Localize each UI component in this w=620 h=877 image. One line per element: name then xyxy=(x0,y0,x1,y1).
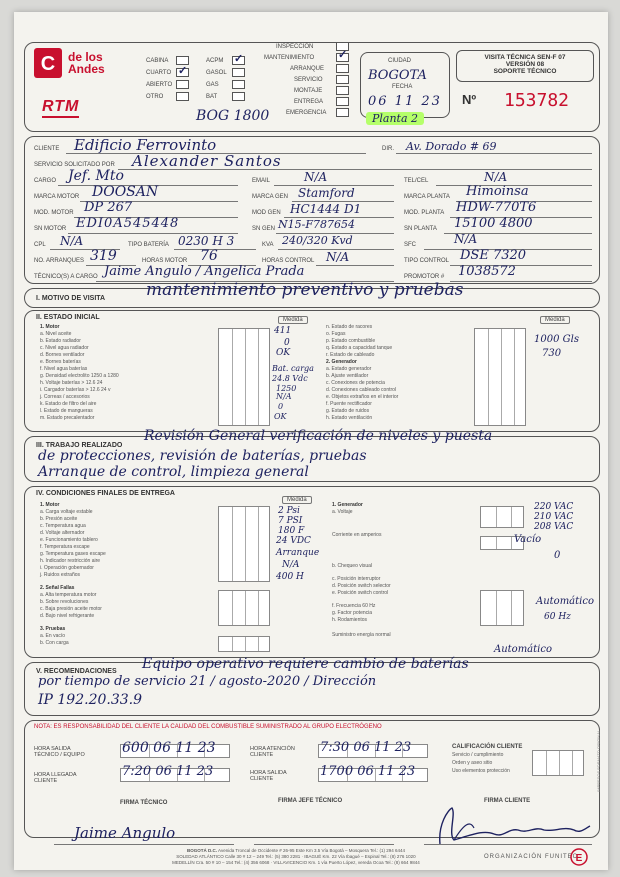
checkbox-label-arranque: ARRANQUE xyxy=(290,66,325,72)
calificacion-item: Orden y aseo sitio xyxy=(452,760,493,766)
reading-value: 400 H xyxy=(276,572,304,582)
checkbox-servicio[interactable] xyxy=(336,75,349,84)
recomendaciones-label: V. RECOMENDACIONES xyxy=(36,668,117,675)
kva-label: KVA xyxy=(262,242,274,248)
solicitado-value[interactable]: Alexander Santos xyxy=(132,152,282,170)
list-item: b. Ajuste ventilador xyxy=(326,373,369,379)
list-item: o. Fugas xyxy=(326,331,346,337)
list-item: b. Presión aceite xyxy=(40,516,78,522)
rtm-logo: RTM xyxy=(42,98,79,118)
list-item: f. Temperatura escape xyxy=(40,544,90,550)
company-logo xyxy=(34,48,124,78)
list-item: f. Puente rectificador xyxy=(326,401,372,407)
reading-value: 0 xyxy=(554,550,561,561)
checkbox-abierto[interactable] xyxy=(176,80,189,89)
form-title-line1: VISITA TÉCNICA SEN-F 07 xyxy=(484,54,566,61)
fecha-value: 06 11 23 xyxy=(368,94,442,109)
side-print-text: IMPRESOS FORMATO ORIGINAL xyxy=(596,729,601,792)
dir-line xyxy=(396,153,592,154)
condiciones-items-right xyxy=(332,502,391,639)
tecnico-label: TÉCNICO(S) A CARGO xyxy=(34,274,98,280)
list-item: p. Estado combustible xyxy=(326,338,376,344)
salida-tecnico-label: HORA SALIDA TÉCNICO / EQUIPO xyxy=(34,746,85,758)
list-item: 2. Señal Fallas xyxy=(40,585,75,591)
list-item: 2. Generador xyxy=(326,359,357,365)
checkbox-gas[interactable] xyxy=(232,80,245,89)
list-item: c. Conexiones de potencia xyxy=(326,380,385,386)
checkbox-label-acpm: ACPM xyxy=(206,58,224,64)
list-item: Suministro energía normal xyxy=(332,632,391,638)
checkbox-montaje[interactable] xyxy=(336,86,349,95)
check-mark-icon: ✓ xyxy=(338,49,348,61)
brand-line1: de los xyxy=(68,50,103,64)
horas-control-line xyxy=(316,265,394,266)
address-line2: SOLEDAD ATLÁNTICO Calle 30 # 12 – 249 Tel.: (5) 380 2281 · IBAGUÉ Km. 22 Vía Ibagué – Espinal Tel.: (8) 276 1020 xyxy=(176,854,416,859)
calificacion-item: Servicio / cumplimiento xyxy=(452,752,504,758)
firma-tecnico-line xyxy=(54,844,234,845)
list-item: e. Posición switch control xyxy=(332,590,389,596)
organization-label: ORGANIZACIÓN FUNITEC xyxy=(484,854,579,860)
condiciones-grid-left-2[interactable] xyxy=(218,590,270,626)
checkbox-label-servicio: SERVICIO xyxy=(294,77,323,83)
list-item: e. Objetos extraños en el interior xyxy=(326,394,399,400)
list-item: Corriente en amperios xyxy=(332,532,382,538)
reading-value: 0 xyxy=(284,338,290,348)
reading-value: OK xyxy=(274,412,287,421)
checkbox-label-abierto: ABIERTO xyxy=(146,82,173,88)
list-item: h. Indicador restricción aire xyxy=(40,558,101,564)
mod-gen-value[interactable]: HC1444 D1 xyxy=(290,202,362,216)
dir-value[interactable]: Av. Dorado # 69 xyxy=(406,140,497,153)
medida-label: Medida xyxy=(540,316,570,324)
list-item: 3. Pruebas xyxy=(40,626,66,632)
medida-label: Medida xyxy=(282,496,312,504)
dir-label: DIR. xyxy=(382,146,394,152)
checkbox-label-emergencia: EMERGENCIA xyxy=(286,110,327,116)
checkbox-label-montaje: MONTAJE xyxy=(294,88,323,94)
list-item: d. Bornes ventilador xyxy=(40,352,85,358)
list-item: c. Nivel agua radiador xyxy=(40,345,89,351)
company-city: BOGOTÁ D.C. xyxy=(187,848,218,853)
marca-planta-value[interactable]: Himoinsa xyxy=(466,184,529,199)
email-label: EMAIL xyxy=(252,178,271,184)
list-item: 1. Motor xyxy=(40,324,60,330)
list-item: 1. Generador xyxy=(332,502,363,508)
list-item: a. Alta temperatura motor xyxy=(40,592,97,598)
condiciones-grid-left-1[interactable] xyxy=(218,506,270,582)
bateria-label: TIPO BATERÍA xyxy=(128,242,169,248)
list-item: a. En vacío xyxy=(40,633,66,639)
firma-cliente-label: FIRMA CLIENTE xyxy=(484,798,531,804)
condiciones-label: IV. CONDICIONES FINALES DE ENTREGA xyxy=(36,490,175,497)
motivo-label: I. MOTIVO DE VISITA xyxy=(36,295,106,302)
reading-value: 210 VAC xyxy=(534,512,574,522)
checkbox-bat[interactable] xyxy=(232,92,245,101)
cliente-label: CLIENTE xyxy=(34,146,60,152)
list-item: d. Conexiones cableado control xyxy=(326,387,397,393)
reading-value: 220 VAC xyxy=(534,502,574,512)
list-item: g. Factor potencia xyxy=(332,610,373,616)
list-item: f. Frecuencia 60 Hz xyxy=(332,603,376,609)
list-item: g. Temperatura gases escape xyxy=(40,551,106,557)
trabajo-line2[interactable]: de protecciones, revisión de baterías, pruebas xyxy=(38,448,367,464)
reading-value: 1250 xyxy=(276,384,297,393)
svg-text:E: E xyxy=(575,853,583,864)
address-line3: MEDELLÍN Cra. 50 # 10 – 154 Tel.: (4) 356 6068 · VILLAVICENCIO Km. 1 vía Puerto López, vereda Ocoa Tel.: (8) 664 9844 xyxy=(172,860,420,865)
atencion-label: HORA ATENCIÓN CLIENTE xyxy=(250,746,295,758)
cargo-label: CARGO xyxy=(34,178,57,184)
reading-value: 60 Hz xyxy=(544,612,571,622)
list-item: g. Densidad electrolito 1250 a 1280 xyxy=(40,373,119,379)
atencion-value[interactable]: 7:30 06 11 23 xyxy=(320,740,412,755)
calificacion-item: Uso elementos protección xyxy=(452,768,510,774)
medida-label: Medida xyxy=(278,316,308,324)
funitec-logo-icon xyxy=(570,848,588,866)
marca-planta-label: MARCA PLANTA xyxy=(404,194,450,200)
list-item: b. Con carga xyxy=(40,640,69,646)
list-item: a. Carga voltaje estable xyxy=(40,509,93,515)
form-title-line3: SOPORTE TÉCNICO xyxy=(493,68,557,75)
reading-value: OK xyxy=(276,348,291,358)
llegada-value[interactable]: 7:20 06 11 23 xyxy=(122,764,214,779)
checkbox-label-entrega: ENTREGA xyxy=(294,99,324,105)
promotor-label: PROMOTOR # xyxy=(404,274,445,280)
firma-jefe-label: FIRMA JEFE TÉCNICO xyxy=(278,798,343,804)
cummins-c-icon xyxy=(34,48,62,78)
list-item: b. Chequeo visual xyxy=(332,563,373,569)
checkbox-label-cabina: CABINA xyxy=(146,58,169,64)
list-item: h. Voltaje baterías > 12.6 24 xyxy=(40,380,103,386)
mod-motor-label: MOD. MOTOR xyxy=(34,210,74,216)
list-item: h. Rodamientos xyxy=(332,617,368,623)
list-item: i. Operación gobernador xyxy=(40,565,94,571)
estado-inicial-items-left xyxy=(40,324,119,422)
sn-gen-value[interactable]: N15-F787654 xyxy=(278,218,355,231)
list-item: f. Nivel agua baterías xyxy=(40,366,88,372)
list-item: e. Funcionamiento tablero xyxy=(40,537,98,543)
checkbox-label-bat: BAT xyxy=(206,94,218,100)
checkbox-emergencia[interactable] xyxy=(336,108,349,117)
reading-value: 24 VDC xyxy=(276,536,311,546)
reading-value: 24.8 Vdc xyxy=(272,374,308,383)
footer-note: NOTA: ES RESPONSABILIDAD DEL CLIENTE LA CALIDAD DEL COMBUSTIBLE SUMINISTRADO AL GRUPO ELECTRÓGENO xyxy=(34,724,382,730)
checkbox-label-inspeccion: INSPECCIÓN xyxy=(276,44,314,50)
service-form-sheet xyxy=(14,12,608,870)
estado-inicial-items-right xyxy=(326,324,398,422)
brand-line2: Andes xyxy=(68,62,105,76)
cargo-value[interactable]: Jef. Mto xyxy=(68,168,124,184)
list-item: c. Posición interruptor xyxy=(332,576,381,582)
sn-planta-value[interactable]: 15100 4800 xyxy=(454,216,533,231)
sn-gen-label: SN GEN xyxy=(252,226,276,232)
form-title-line2: VERSIÓN 08 xyxy=(505,61,545,68)
mod-planta-label: MOD. PLANTA xyxy=(404,210,445,216)
reading-value: Bat. carga xyxy=(272,364,314,373)
horas-motor-value[interactable]: 76 xyxy=(200,248,218,264)
reading-value: Automático xyxy=(494,644,552,655)
sn-motor-label: SN MOTOR xyxy=(34,226,67,232)
list-item: b. Estado radiador xyxy=(40,338,81,344)
reading-value: 0 xyxy=(278,402,284,411)
salida-cliente-value[interactable]: 1700 06 11 23 xyxy=(320,764,416,779)
reading-value: 208 VAC xyxy=(534,522,574,532)
estado-inicial-grid-left[interactable] xyxy=(218,328,270,426)
list-item: a. Nivel aceite xyxy=(40,331,72,337)
checkbox-gasol[interactable] xyxy=(232,68,245,77)
reading-value: Automático xyxy=(536,596,594,607)
marca-gen-label: MARCA GEN xyxy=(252,194,289,200)
salida-tecnico-value[interactable]: 600 06 11 23 xyxy=(122,740,216,756)
mod-motor-value[interactable]: DP 267 xyxy=(84,200,133,215)
mod-planta-value[interactable]: HDW-770T6 xyxy=(456,200,537,215)
horas-control-value[interactable]: N/A xyxy=(326,250,350,264)
recomendaciones-line3[interactable]: IP 192.20.33.9 xyxy=(38,692,143,708)
check-mark-icon: ✓ xyxy=(178,65,188,77)
tel-label: TEL/CEL xyxy=(404,178,429,184)
reading-value: 2 Psi xyxy=(278,506,300,516)
checkbox-label-mantenimiento: MANTENIMIENTO xyxy=(264,55,315,61)
sn-planta-label: SN PLANTA xyxy=(404,226,437,232)
ciudad-label: CIUDAD xyxy=(388,58,412,64)
salida-cliente-label: HORA SALIDA CLIENTE xyxy=(250,770,287,782)
list-item: g. Estado de ruidos xyxy=(326,408,370,414)
checkbox-label-gas: GAS xyxy=(206,82,219,88)
checkbox-label-gasol: GASOL xyxy=(206,70,227,76)
reading-value: 180 F xyxy=(278,526,305,536)
fecha-label: FECHA xyxy=(392,84,413,90)
estado-inicial-grid-right[interactable] xyxy=(474,328,526,426)
list-item: 1. Motor xyxy=(40,502,60,508)
checkbox-entrega[interactable] xyxy=(336,97,349,106)
trabajo-line1[interactable]: Revisión General verificación de niveles y puesta xyxy=(144,428,493,444)
firma-cliente-line xyxy=(424,844,592,845)
reading-value: N/A xyxy=(282,560,300,570)
motivo-value[interactable]: mantenimiento preventivo y pruebas xyxy=(146,280,464,300)
list-item: k. Estado de filtro del aire xyxy=(40,401,97,407)
list-item: r. Estado de cableado xyxy=(326,352,375,358)
list-item: b. Sobre revoluciones xyxy=(40,599,89,605)
list-item: h. Estado ventilación xyxy=(326,415,373,421)
list-item: d. Voltaje alternador xyxy=(40,530,85,536)
cpl-value[interactable]: N/A xyxy=(60,234,84,248)
trabajo-label: III. TRABAJO REALIZADO xyxy=(36,442,123,449)
checkbox-arranque[interactable] xyxy=(336,64,349,73)
email-value[interactable]: N/A xyxy=(304,170,328,184)
list-item: n. Estado de racores xyxy=(326,324,373,330)
reading-value: N/A xyxy=(276,392,292,401)
checkbox-otro[interactable] xyxy=(176,92,189,101)
list-item: j. Correas / accesorios xyxy=(40,394,90,400)
reading-value: Vacío xyxy=(514,534,542,545)
tel-value[interactable]: N/A xyxy=(484,170,508,184)
list-item: a. Voltaje xyxy=(332,509,353,515)
list-item: m. Estado precalentador xyxy=(40,415,95,421)
address-line1: Avenida Troncal de Occidente # 26-95 Este Km 3.5 Vía Bogotá – Mosquera Tel.: (1) 294 6444 xyxy=(218,848,405,853)
checkbox-label-cuarto: CUARTO xyxy=(146,70,172,76)
list-item: c. Baja presión aceite motor xyxy=(40,606,102,612)
list-item: d. Posición switch selector xyxy=(332,583,391,589)
solicitado-label: SERVICIO SOLICITADO POR xyxy=(34,162,115,168)
llegada-label: HORA LLEGADA CLIENTE xyxy=(34,772,77,784)
condiciones-grid-left-3[interactable] xyxy=(218,636,270,652)
list-item: d. Bajo nivel refrigerante xyxy=(40,613,95,619)
marca-motor-label: MARCA MOTOR xyxy=(34,194,80,200)
arranques-value[interactable]: 319 xyxy=(90,248,117,264)
trabajo-line3[interactable]: Arranque de control, limpieza general xyxy=(38,464,309,480)
visit-highlight: Planta 2 xyxy=(366,112,424,125)
horas-motor-label: HORAS MOTOR xyxy=(142,258,188,264)
cliente-value[interactable]: Edificio Ferrovinto xyxy=(74,136,217,154)
list-item: c. Temperatura agua xyxy=(40,523,86,529)
svg-text:C: C xyxy=(40,53,56,75)
mod-gen-label: MOD GEN xyxy=(252,210,281,216)
form-number: 153782 xyxy=(504,90,570,111)
reading-value: 730 xyxy=(542,348,562,359)
marca-gen-value[interactable]: Stamford xyxy=(298,186,355,200)
calificacion-label: CALIFICACIÓN CLIENTE xyxy=(452,744,523,750)
marca-motor-value[interactable]: DOOSAN xyxy=(92,184,159,200)
company-address xyxy=(86,848,506,866)
horas-control-label: HORAS CONTROL xyxy=(262,258,315,264)
sn-motor-value[interactable]: EDI0A545448 xyxy=(76,216,180,231)
form-number-prefix: Nº xyxy=(462,92,477,107)
bateria-value[interactable]: 0230 H 3 xyxy=(178,234,235,248)
recomendaciones-line1[interactable]: Equipo operativo requiere cambio de baterías xyxy=(142,656,469,672)
recomendaciones-line2[interactable]: por tiempo de servicio 21 / agosto-2020 / Dirección xyxy=(38,674,377,689)
reading-value: 1000 Gls xyxy=(534,334,579,345)
sfc-value[interactable]: N/A xyxy=(454,232,478,246)
firma-tecnico-signature[interactable]: Jaime Angulo xyxy=(74,824,176,842)
calificacion-grid[interactable] xyxy=(532,750,584,776)
ciudad-value: BOGOTA xyxy=(368,68,427,83)
list-item: i. Cargador baterías > 12.6 24 v xyxy=(40,387,111,393)
list-item: l. Estado de mangueras xyxy=(40,408,93,414)
voltage-grid[interactable] xyxy=(480,506,524,528)
switch-grid[interactable] xyxy=(480,590,524,626)
kva-value[interactable]: 240/320 Kvd xyxy=(282,234,353,247)
firma-tecnico-label: FIRMA TÉCNICO xyxy=(120,800,168,806)
list-item: j. Ruidos extraños xyxy=(40,572,81,578)
arranques-label: NO. ARRANQUES xyxy=(34,258,85,264)
promotor-value[interactable]: 1038572 xyxy=(458,264,516,279)
cpl-label: CPL xyxy=(34,242,46,248)
sfc-label: SFC xyxy=(404,242,416,248)
work-order-handwritten: BOG 1800 xyxy=(196,108,270,124)
reading-value: 7 PSI xyxy=(278,516,303,526)
condiciones-items-left xyxy=(40,502,106,647)
list-item: a. Estado generador xyxy=(326,366,372,372)
tecnico-value[interactable]: Jaime Angulo / Angelica Prada xyxy=(104,264,305,279)
tipo-control-value[interactable]: DSE 7320 xyxy=(460,248,527,263)
check-mark-icon: ✓ xyxy=(234,53,244,65)
checkbox-label-otro: OTRO xyxy=(146,94,164,100)
reading-value: 411 xyxy=(274,326,292,336)
reading-value: Arranque xyxy=(276,548,320,558)
estado-inicial-label: II. ESTADO INICIAL xyxy=(36,314,100,321)
tipo-control-label: TIPO CONTROL xyxy=(404,258,450,264)
list-item: e. Bornes baterías xyxy=(40,359,81,365)
client-signature-image[interactable] xyxy=(434,804,594,848)
form-title-box xyxy=(456,50,594,82)
firma-jefe-line xyxy=(254,844,394,845)
list-item: q. Estado a capacidad tanque xyxy=(326,345,393,351)
promotor-line xyxy=(450,281,592,282)
